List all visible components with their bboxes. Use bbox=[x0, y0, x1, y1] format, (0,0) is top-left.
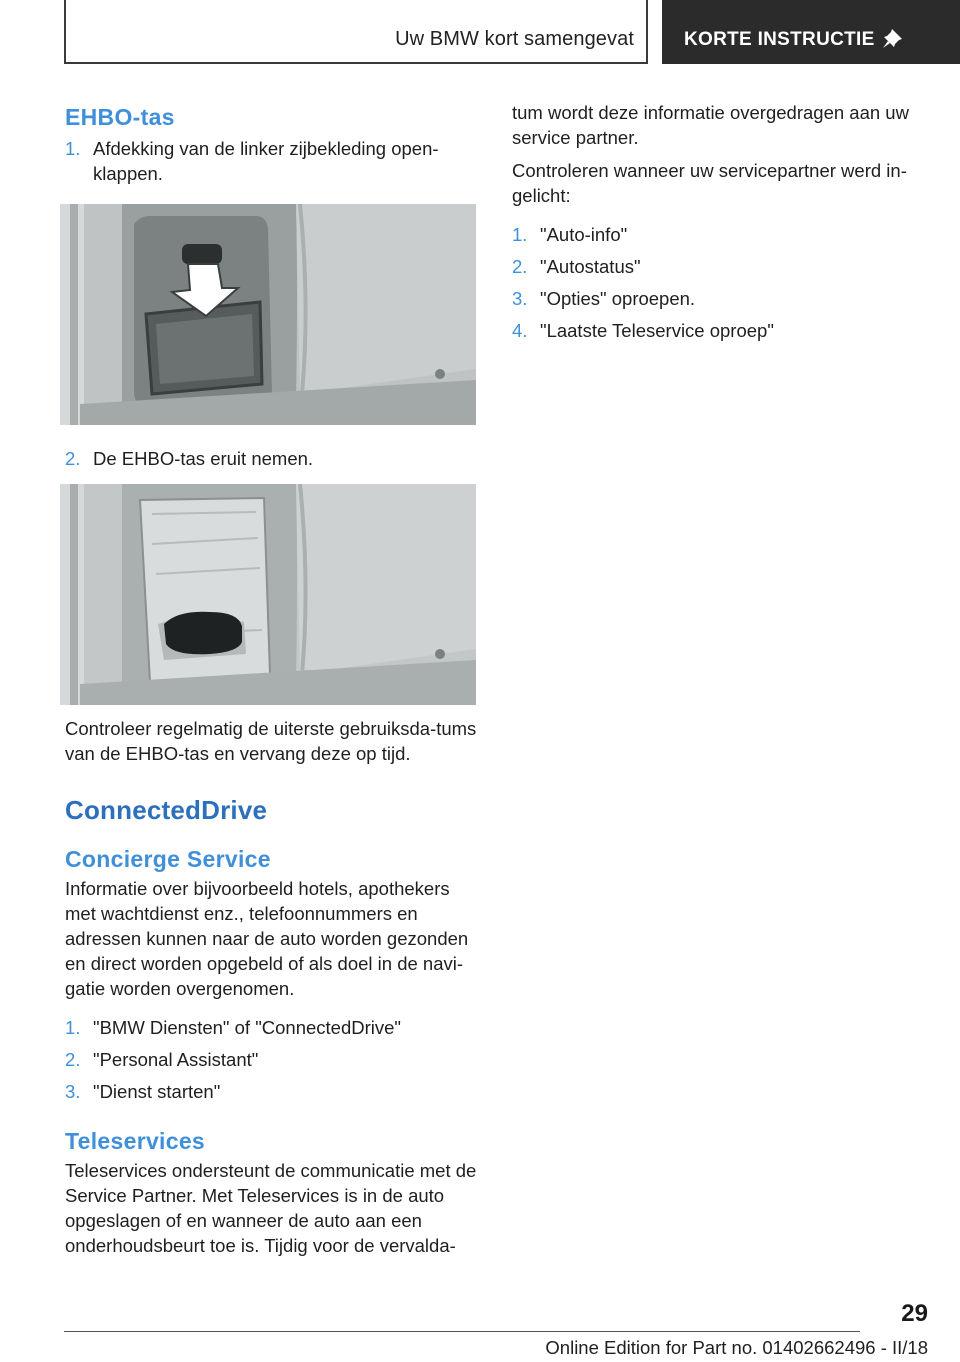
step-number: 2. bbox=[65, 1049, 81, 1070]
step-text: "Autostatus" bbox=[540, 256, 641, 277]
step-number: 1. bbox=[65, 138, 81, 159]
ehbo-step-list-2 bbox=[65, 446, 477, 471]
list-item bbox=[512, 318, 924, 343]
list-item bbox=[65, 1047, 477, 1072]
list-item bbox=[65, 446, 477, 471]
teleservices-check: Controleren wanneer uw servicepartner werd in-gelicht: bbox=[512, 160, 907, 206]
list-item bbox=[65, 1079, 477, 1104]
concierge-text: Informatie over bijvoorbeeld hotels, apothekers met wachtdienst enz., telefoonnummers en adressen kunnen naar de auto worden gezonden en direct worden opgebeld of als doel in de navi-gatie worden overgenomen. bbox=[65, 878, 469, 999]
ehbo-step-list-1 bbox=[65, 136, 477, 186]
teleservices-steps bbox=[512, 222, 924, 343]
concierge-title: Concierge Service bbox=[65, 846, 271, 872]
pin-icon bbox=[882, 27, 904, 49]
step-text: "Dienst starten" bbox=[93, 1081, 221, 1102]
left-column bbox=[65, 100, 477, 186]
figure-cover-closed bbox=[60, 204, 476, 425]
edition-text: Online Edition for Part no. 01402662496 - II/18 bbox=[545, 1337, 928, 1358]
list-item bbox=[65, 1015, 477, 1040]
left-column-lower bbox=[65, 716, 477, 1258]
step-text: "Opties" oproepen. bbox=[540, 288, 696, 309]
list-item bbox=[65, 136, 477, 186]
figure-cover-open bbox=[60, 484, 476, 705]
step-number: 3. bbox=[65, 1081, 81, 1102]
step-text: "Auto-info" bbox=[540, 224, 628, 245]
header-title: Uw BMW kort samengevat bbox=[395, 28, 634, 50]
step-number: 2. bbox=[512, 256, 528, 277]
footer-divider bbox=[64, 1331, 860, 1332]
ehbo-note: Controleer regelmatig de uiterste gebruiksda-tums van de EHBO-tas en vervang deze op tijd. bbox=[65, 718, 477, 764]
step-text: "BMW Diensten" of "ConnectedDrive" bbox=[93, 1017, 401, 1038]
step-number: 3. bbox=[512, 288, 528, 309]
step-text: "Laatste Teleservice oproep" bbox=[540, 320, 774, 341]
teleservices-title: Teleservices bbox=[65, 1128, 206, 1154]
section-tab-label: KORTE INSTRUCTIE bbox=[684, 29, 875, 50]
teleservices-text: Teleservices ondersteunt de communicatie met de Service Partner. Met Teleservices is in de auto opgeslagen of en wanneer de auto aan een onderhoudsbeurt toe is. Tijdig voor de vervalda- bbox=[65, 1160, 477, 1256]
section-tab bbox=[662, 0, 960, 64]
step-text: "Personal Assistant" bbox=[93, 1049, 259, 1070]
step-text: De EHBO-tas eruit nemen. bbox=[93, 448, 314, 469]
step-number: 1. bbox=[512, 224, 528, 245]
step-text: Afdekking van de linker zijbekleding open-klappen. bbox=[93, 138, 439, 184]
left-column-step2 bbox=[65, 446, 477, 471]
step-number: 4. bbox=[512, 320, 528, 341]
page-number: 29 bbox=[901, 1300, 928, 1327]
list-item bbox=[512, 286, 924, 311]
teleservices-continued: tum wordt deze informatie overgedragen aan uw service partner. bbox=[512, 102, 909, 148]
list-item bbox=[512, 222, 924, 247]
header-frame bbox=[64, 0, 648, 64]
step-number: 2. bbox=[65, 448, 81, 469]
list-item bbox=[512, 254, 924, 279]
step-number: 1. bbox=[65, 1017, 81, 1038]
concierge-steps bbox=[65, 1015, 477, 1104]
right-column bbox=[512, 100, 924, 343]
ehbo-title: EHBO-tas bbox=[65, 104, 175, 130]
connecteddrive-title: ConnectedDrive bbox=[65, 795, 268, 825]
